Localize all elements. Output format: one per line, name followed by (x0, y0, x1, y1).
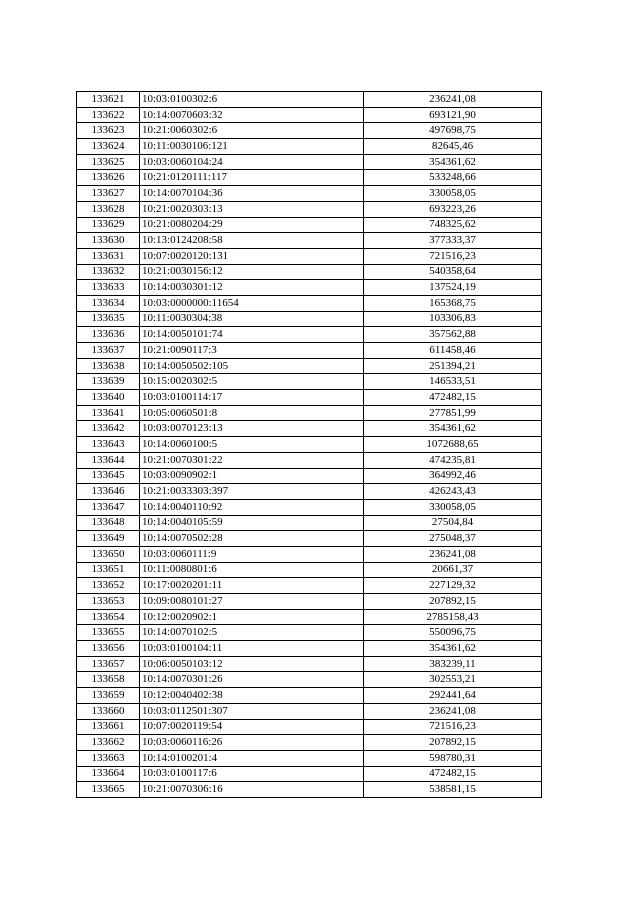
record-number-cell: 133652 (77, 578, 140, 594)
cadastral-number-cell: 10:03:0000000:11654 (140, 295, 364, 311)
amount-cell: 207892,15 (364, 594, 542, 610)
cadastral-number-cell: 10:03:0100104:11 (140, 641, 364, 657)
amount-cell: 538581,15 (364, 782, 542, 798)
amount-cell: 1072688,65 (364, 437, 542, 453)
record-number-cell: 133634 (77, 295, 140, 311)
cadastral-number-cell: 10:14:0070104:36 (140, 186, 364, 202)
table-row (77, 452, 542, 468)
record-number-cell: 133636 (77, 327, 140, 343)
cadastral-number-cell: 10:03:0100117:6 (140, 766, 364, 782)
amount-cell: 377333,37 (364, 233, 542, 249)
amount-cell: 721516,23 (364, 248, 542, 264)
table-row (77, 280, 542, 296)
table-row (77, 515, 542, 531)
table-row (77, 201, 542, 217)
table-row (77, 217, 542, 233)
cadastral-number-cell: 10:11:0080801:6 (140, 562, 364, 578)
cadastral-number-cell: 10:14:0070502:28 (140, 531, 364, 547)
cadastral-number-cell: 10:03:0112501:307 (140, 703, 364, 719)
amount-cell: 227129,32 (364, 578, 542, 594)
record-number-cell: 133650 (77, 546, 140, 562)
cadastral-number-cell: 10:03:0090902:1 (140, 468, 364, 484)
table-row (77, 546, 542, 562)
table-row (77, 782, 542, 798)
amount-cell: 82645,46 (364, 139, 542, 155)
amount-cell: 472482,15 (364, 390, 542, 406)
record-number-cell: 133637 (77, 343, 140, 359)
amount-cell: 236241,08 (364, 92, 542, 108)
record-number-cell: 133639 (77, 374, 140, 390)
record-number-cell: 133645 (77, 468, 140, 484)
cadastral-number-cell: 10:14:0070102:5 (140, 625, 364, 641)
cadastral-number-cell: 10:21:0070306:16 (140, 782, 364, 798)
record-number-cell: 133624 (77, 139, 140, 155)
table-row (77, 405, 542, 421)
cadastral-number-cell: 10:03:0060111:9 (140, 546, 364, 562)
table-row (77, 672, 542, 688)
record-number-cell: 133623 (77, 123, 140, 139)
table-row (77, 374, 542, 390)
record-number-cell: 133661 (77, 719, 140, 735)
amount-cell: 354361,62 (364, 154, 542, 170)
record-number-cell: 133659 (77, 688, 140, 704)
cadastral-number-cell: 10:05:0060501:8 (140, 405, 364, 421)
cadastral-number-cell: 10:07:0020120:131 (140, 248, 364, 264)
cadastral-number-cell: 10:17:0020201:11 (140, 578, 364, 594)
record-number-cell: 133651 (77, 562, 140, 578)
record-number-cell: 133654 (77, 609, 140, 625)
table-row (77, 703, 542, 719)
record-number-cell: 133621 (77, 92, 140, 108)
table-row (77, 735, 542, 751)
amount-cell: 748325,62 (364, 217, 542, 233)
table-row (77, 311, 542, 327)
cadastral-number-cell: 10:14:0040110:92 (140, 499, 364, 515)
amount-cell: 533248,66 (364, 170, 542, 186)
amount-cell: 137524,19 (364, 280, 542, 296)
amount-cell: 721516,23 (364, 719, 542, 735)
cadastral-number-cell: 10:21:0090117:3 (140, 343, 364, 359)
record-number-cell: 133664 (77, 766, 140, 782)
cadastral-number-cell: 10:21:0080204:29 (140, 217, 364, 233)
record-number-cell: 133633 (77, 280, 140, 296)
table-row (77, 656, 542, 672)
cadastral-number-cell: 10:14:0060100:5 (140, 437, 364, 453)
amount-cell: 275048,37 (364, 531, 542, 547)
record-number-cell: 133662 (77, 735, 140, 751)
amount-cell: 550096,75 (364, 625, 542, 641)
amount-cell: 330058,05 (364, 186, 542, 202)
cadastral-number-cell: 10:13:0124208:58 (140, 233, 364, 249)
record-number-cell: 133647 (77, 499, 140, 515)
amount-cell: 277851,99 (364, 405, 542, 421)
record-number-cell: 133641 (77, 405, 140, 421)
data-table (76, 91, 542, 798)
record-number-cell: 133625 (77, 154, 140, 170)
table-row (77, 468, 542, 484)
amount-cell: 383239,11 (364, 656, 542, 672)
table-row (77, 437, 542, 453)
cadastral-number-cell: 10:14:0070603:32 (140, 107, 364, 123)
table-row (77, 107, 542, 123)
amount-cell: 103306,83 (364, 311, 542, 327)
record-number-cell: 133658 (77, 672, 140, 688)
table-row (77, 186, 542, 202)
cadastral-number-cell: 10:14:0040105:59 (140, 515, 364, 531)
amount-cell: 611458,46 (364, 343, 542, 359)
amount-cell: 474235,81 (364, 452, 542, 468)
record-number-cell: 133631 (77, 248, 140, 264)
amount-cell: 146533,51 (364, 374, 542, 390)
table-row (77, 295, 542, 311)
cadastral-number-cell: 10:14:0070301:26 (140, 672, 364, 688)
table-row (77, 562, 542, 578)
table-row (77, 327, 542, 343)
record-number-cell: 133665 (77, 782, 140, 798)
cadastral-number-cell: 10:21:0033303:397 (140, 484, 364, 500)
table-row (77, 625, 542, 641)
record-number-cell: 133638 (77, 358, 140, 374)
table-row (77, 390, 542, 406)
amount-cell: 364992,46 (364, 468, 542, 484)
cadastral-number-cell: 10:07:0020119:54 (140, 719, 364, 735)
record-number-cell: 133635 (77, 311, 140, 327)
amount-cell: 302553,21 (364, 672, 542, 688)
cadastral-number-cell: 10:03:0100302:6 (140, 92, 364, 108)
cadastral-number-cell: 10:12:0040402:38 (140, 688, 364, 704)
record-number-cell: 133632 (77, 264, 140, 280)
amount-cell: 165368,75 (364, 295, 542, 311)
amount-cell: 354361,62 (364, 641, 542, 657)
record-number-cell: 133630 (77, 233, 140, 249)
amount-cell: 598780,31 (364, 750, 542, 766)
record-number-cell: 133663 (77, 750, 140, 766)
cadastral-number-cell: 10:15:0020302:5 (140, 374, 364, 390)
cadastral-number-cell: 10:14:0050101:74 (140, 327, 364, 343)
record-number-cell: 133627 (77, 186, 140, 202)
cadastral-number-cell: 10:09:0080101:27 (140, 594, 364, 610)
cadastral-number-cell: 10:21:0060302:6 (140, 123, 364, 139)
table-row (77, 750, 542, 766)
cadastral-number-cell: 10:12:0020902:1 (140, 609, 364, 625)
cadastral-number-cell: 10:11:0030106:121 (140, 139, 364, 155)
record-number-cell: 133648 (77, 515, 140, 531)
amount-cell: 354361,62 (364, 421, 542, 437)
record-number-cell: 133629 (77, 217, 140, 233)
amount-cell: 472482,15 (364, 766, 542, 782)
table-row (77, 139, 542, 155)
amount-cell: 357562,88 (364, 327, 542, 343)
amount-cell: 236241,08 (364, 703, 542, 719)
amount-cell: 27504,84 (364, 515, 542, 531)
cadastral-number-cell: 10:21:0030156:12 (140, 264, 364, 280)
record-number-cell: 133644 (77, 452, 140, 468)
record-number-cell: 133628 (77, 201, 140, 217)
table-row (77, 264, 542, 280)
cadastral-number-cell: 10:06:0050103:12 (140, 656, 364, 672)
amount-cell: 693121,90 (364, 107, 542, 123)
amount-cell: 497698,75 (364, 123, 542, 139)
record-number-cell: 133640 (77, 390, 140, 406)
table-row (77, 484, 542, 500)
record-number-cell: 133626 (77, 170, 140, 186)
table-row (77, 609, 542, 625)
cadastral-number-cell: 10:21:0120111:117 (140, 170, 364, 186)
record-number-cell: 133653 (77, 594, 140, 610)
amount-cell: 207892,15 (364, 735, 542, 751)
table-row (77, 343, 542, 359)
record-number-cell: 133656 (77, 641, 140, 657)
cadastral-number-cell: 10:14:0030301:12 (140, 280, 364, 296)
table-row (77, 688, 542, 704)
record-number-cell: 133660 (77, 703, 140, 719)
cadastral-number-cell: 10:03:0100114:17 (140, 390, 364, 406)
amount-cell: 292441,64 (364, 688, 542, 704)
amount-cell: 693223,26 (364, 201, 542, 217)
record-number-cell: 133643 (77, 437, 140, 453)
table-row (77, 358, 542, 374)
cadastral-number-cell: 10:11:0030304:38 (140, 311, 364, 327)
table-row (77, 248, 542, 264)
cadastral-number-cell: 10:14:0100201:4 (140, 750, 364, 766)
record-number-cell: 133655 (77, 625, 140, 641)
cadastral-number-cell: 10:21:0070301:22 (140, 452, 364, 468)
record-number-cell: 133622 (77, 107, 140, 123)
record-number-cell: 133642 (77, 421, 140, 437)
record-number-cell: 133646 (77, 484, 140, 500)
table-row (77, 719, 542, 735)
amount-cell: 540358,64 (364, 264, 542, 280)
record-number-cell: 133657 (77, 656, 140, 672)
table-row (77, 499, 542, 515)
cadastral-number-cell: 10:03:0060104:24 (140, 154, 364, 170)
amount-cell: 2785158,43 (364, 609, 542, 625)
table-row (77, 123, 542, 139)
table-row (77, 170, 542, 186)
amount-cell: 426243,43 (364, 484, 542, 500)
table-row (77, 531, 542, 547)
amount-cell: 236241,08 (364, 546, 542, 562)
table-row (77, 578, 542, 594)
table-row (77, 421, 542, 437)
table-row (77, 766, 542, 782)
cadastral-number-cell: 10:03:0060116:26 (140, 735, 364, 751)
table-row (77, 233, 542, 249)
table-row (77, 92, 542, 108)
table-body (77, 92, 542, 798)
amount-cell: 251394,21 (364, 358, 542, 374)
table-row (77, 641, 542, 657)
table-row (77, 594, 542, 610)
table-row (77, 154, 542, 170)
record-number-cell: 133649 (77, 531, 140, 547)
cadastral-number-cell: 10:21:0020303:13 (140, 201, 364, 217)
cadastral-number-cell: 10:14:0050502:105 (140, 358, 364, 374)
amount-cell: 330058,05 (364, 499, 542, 515)
amount-cell: 20661,37 (364, 562, 542, 578)
cadastral-number-cell: 10:03:0070123:13 (140, 421, 364, 437)
